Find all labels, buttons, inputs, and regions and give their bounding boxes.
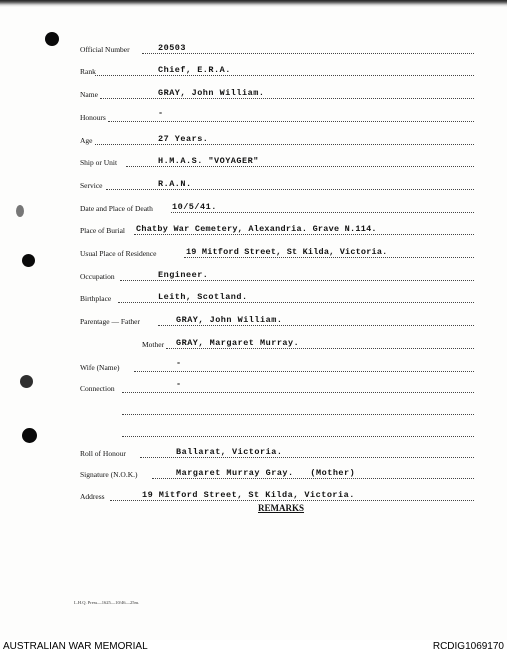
field-name: [0, 87, 507, 101]
field-occupation: [0, 269, 507, 283]
connection-line-2: [0, 403, 507, 417]
connection-label: Connection: [80, 384, 115, 393]
remarks-heading: REMARKS: [258, 503, 305, 513]
age-label: Age: [80, 136, 93, 145]
mother-value: GRAY, Margaret Murray.: [176, 338, 300, 348]
name-label: Name: [80, 90, 98, 99]
service-label: Service: [80, 181, 103, 190]
honours-value: -: [158, 108, 164, 118]
age-value: 27 Years.: [158, 134, 209, 144]
honours-label: Honours: [80, 113, 106, 122]
death-label: Date and Place of Death: [80, 204, 153, 213]
field-signature: [0, 467, 507, 481]
ship-label: Ship or Unit: [80, 158, 118, 167]
address-label: Address: [80, 492, 105, 501]
field-residence: [0, 246, 507, 260]
connection-line-3: [0, 425, 507, 439]
field-honours: [0, 110, 507, 124]
father-value: GRAY, John William.: [176, 315, 283, 325]
wife-label: Wife (Name): [80, 363, 120, 372]
service-value: R.A.N.: [158, 179, 192, 189]
form-number: L.H.Q. Press—1625—10/46—25m.: [74, 600, 140, 605]
official-number-value: 20503: [158, 43, 187, 53]
field-roll: [0, 446, 507, 460]
footer-record-id: RCDIG1069170: [432, 641, 504, 652]
roll-label: Roll of Honour: [80, 449, 126, 458]
field-age: [0, 133, 507, 147]
residence-label: Usual Place of Residence: [80, 249, 157, 258]
burial-value: Chatby War Cemetery, Alexandria. Grave N.114.: [136, 224, 377, 234]
occupation-value: Engineer.: [158, 270, 209, 280]
rank-label: Rank: [80, 67, 96, 76]
field-birthplace: [0, 291, 507, 305]
field-burial: [0, 223, 507, 237]
birthplace-value: Leith, Scotland.: [158, 292, 248, 302]
roll-value: Ballarat, Victoria.: [176, 447, 283, 457]
field-address: [0, 489, 507, 503]
field-death: [0, 201, 507, 215]
name-value: GRAY, John William.: [158, 88, 265, 98]
signature-value: Margaret Murray Gray. (Mother): [176, 468, 356, 478]
field-ship: [0, 155, 507, 169]
wife-value: -: [176, 358, 182, 368]
field-mother: [0, 337, 507, 351]
occupation-label: Occupation: [80, 272, 115, 281]
birthplace-label: Birthplace: [80, 294, 112, 303]
ship-value: H.M.A.S. "VOYAGER": [158, 156, 259, 166]
scan-edge: [0, 0, 507, 7]
field-connection: [0, 381, 507, 395]
archive-footer: [0, 640, 507, 654]
residence-value: 19 Mitford Street, St Kilda, Victoria.: [186, 247, 388, 257]
official-number-label: Official Number: [80, 45, 130, 54]
field-official-number: [0, 42, 507, 56]
address-value: 19 Mitford Street, St Kilda, Victoria.: [142, 490, 355, 500]
connection-value: -: [176, 379, 182, 389]
field-father: [0, 314, 507, 328]
signature-label: Signature (N.O.K.): [80, 470, 138, 479]
field-service: [0, 178, 507, 192]
mother-label: Mother: [142, 340, 165, 349]
death-value: 10/5/41.: [172, 202, 217, 212]
burial-label: Place of Burial: [80, 226, 125, 235]
field-rank: [0, 64, 507, 78]
footer-institution: AUSTRALIAN WAR MEMORIAL: [3, 641, 148, 652]
rank-value: Chief, E.R.A.: [158, 65, 231, 75]
father-label: Parentage — Father: [80, 317, 140, 326]
field-wife: [0, 360, 507, 374]
